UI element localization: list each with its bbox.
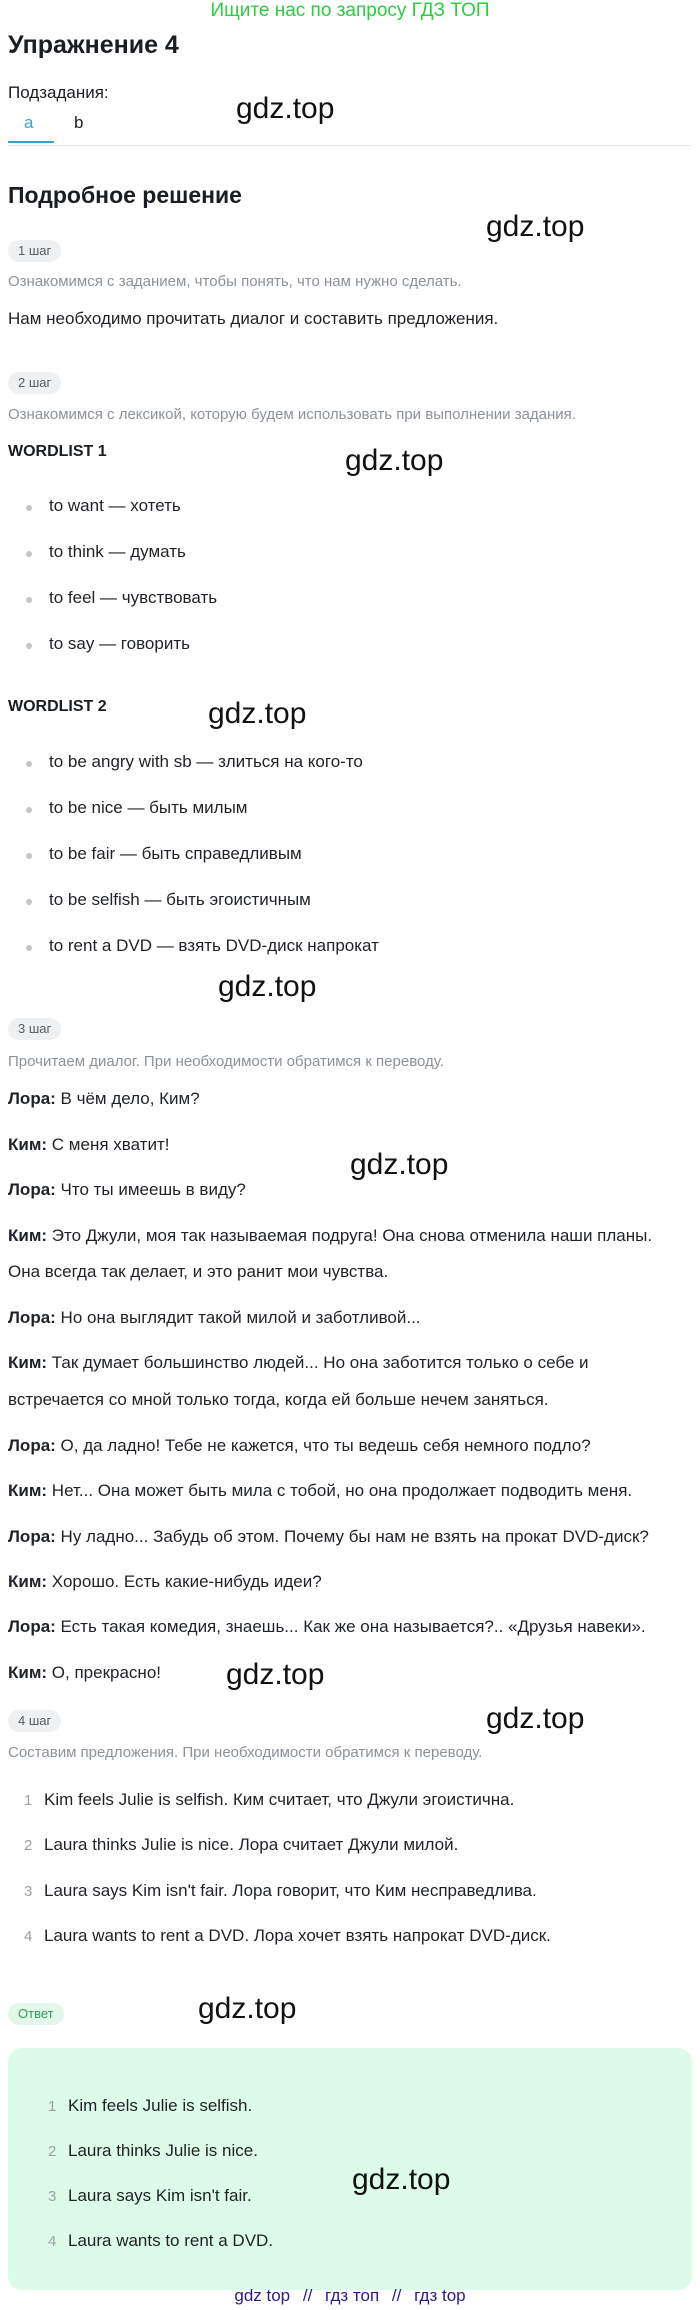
answer-item: Laura wants to rent a DVD. bbox=[68, 2231, 274, 2250]
footer-separator: // bbox=[302, 2286, 313, 2305]
answer-item: Kim feels Julie is selfish. bbox=[68, 2096, 253, 2115]
answer-box bbox=[8, 2048, 692, 2290]
list-number: 2 bbox=[24, 1837, 33, 1854]
dialogue-line: Лора: Но она выглядит такой милой и заботливой... bbox=[8, 1308, 421, 1327]
active-tab-indicator bbox=[8, 141, 54, 143]
list-item: to be nice — быть милым bbox=[49, 798, 248, 817]
step-hint: Ознакомимся с лексикой, которую будем использовать при выполнении задания. bbox=[8, 406, 576, 423]
step-text: Нам необходимо прочитать диалог и составить предложения. bbox=[8, 309, 499, 328]
wordlist-title: WORDLIST 1 bbox=[8, 443, 107, 460]
dialogue-line: Лора: Ну ладно... Забудь об этом. Почему бы нам не взять на прокат DVD-диск? bbox=[8, 1527, 649, 1546]
list-number: 4 bbox=[24, 1928, 33, 1945]
footer-separator: // bbox=[391, 2286, 402, 2305]
solution-title: Подробное решение bbox=[8, 182, 242, 208]
step-hint: Ознакомимся с заданием, чтобы понять, что нам нужно сделать. bbox=[8, 273, 462, 290]
list-item: to rent a DVD — взять DVD-диск напрокат bbox=[49, 936, 379, 955]
list-item: Laura thinks Julie is nice. Лора считает Джули милой. bbox=[44, 1835, 459, 1854]
step-badge: 2 шаг bbox=[8, 372, 61, 394]
watermark: gdz.top bbox=[226, 1658, 325, 1691]
list-item: to want — хотеть bbox=[49, 496, 181, 515]
dialogue-line: Ким: Хорошо. Есть какие-нибудь идеи? bbox=[8, 1572, 322, 1591]
dialogue-line: Лора: О, да ладно! Тебе не кажется, что ты ведешь себя немного подло? bbox=[8, 1436, 591, 1455]
bullet bbox=[26, 761, 32, 767]
watermark: gdz.top bbox=[218, 970, 317, 1003]
list-number: 2 bbox=[48, 2143, 57, 2160]
list-item: to be fair — быть справедливым bbox=[49, 844, 302, 863]
list-item: Laura wants to rent a DVD. Лора хочет взять напрокат DVD-диск. bbox=[44, 1926, 551, 1945]
watermark: gdz.top bbox=[208, 697, 307, 730]
list-item: to feel — чувствовать bbox=[49, 588, 218, 607]
list-item: to be angry with sb — злиться на кого-то bbox=[49, 752, 363, 771]
bullet bbox=[26, 643, 32, 649]
bullet bbox=[26, 597, 32, 603]
dialogue-line: Ким: С меня хватит! bbox=[8, 1135, 170, 1154]
tab-a[interactable]: a bbox=[24, 113, 34, 132]
bullet bbox=[26, 505, 32, 511]
bullet bbox=[26, 945, 32, 951]
list-item: to be selfish — быть эгоистичным bbox=[49, 890, 311, 909]
watermark: gdz.top bbox=[236, 92, 335, 125]
list-number: 1 bbox=[24, 1792, 33, 1809]
watermark: gdz.top bbox=[352, 2163, 451, 2196]
page-title: Упражнение 4 bbox=[8, 31, 179, 59]
answer-item: Laura says Kim isn't fair. bbox=[68, 2186, 252, 2205]
footer-links bbox=[0, 2286, 700, 2306]
footer-link[interactable]: гдз top bbox=[414, 2286, 466, 2305]
subtasks-label: Подзадания: bbox=[8, 83, 109, 102]
answer-item: Laura thinks Julie is nice. bbox=[68, 2141, 258, 2160]
footer-link[interactable]: gdz top bbox=[234, 2286, 291, 2305]
dialogue-line: Ким: Нет... Она может быть мила с тобой, но она продолжает подводить меня. bbox=[8, 1481, 633, 1500]
bullet bbox=[26, 853, 32, 859]
bullet bbox=[26, 807, 32, 813]
step-badge: 4 шаг bbox=[8, 1710, 61, 1732]
wordlist-title: WORDLIST 2 bbox=[8, 698, 107, 715]
dialogue-line: Лора: В чём дело, Ким? bbox=[8, 1089, 200, 1108]
watermark: gdz.top bbox=[350, 1148, 449, 1181]
promo-banner[interactable]: Ищите нас по запросу ГДЗ ТОП bbox=[210, 0, 490, 21]
watermark: gdz.top bbox=[486, 210, 585, 243]
step-badge: 3 шаг bbox=[8, 1018, 61, 1040]
dialogue-line: Ким: Так думает большинство людей... Но она заботится только о себе и bbox=[8, 1353, 589, 1372]
dialogue-line: Лора: Есть такая комедия, знаешь... Как же она называется?.. «Друзья навеки». bbox=[8, 1617, 646, 1636]
list-number: 1 bbox=[48, 2098, 57, 2115]
bullet bbox=[26, 899, 32, 905]
dialogue-line-continued: Она всегда так делает, и это ранит мои чувства. bbox=[8, 1262, 389, 1281]
list-item: to think — думать bbox=[49, 542, 186, 561]
list-item: Laura says Kim isn't fair. Лора говорит, что Ким несправедлива. bbox=[44, 1881, 537, 1900]
dialogue-line: Ким: Это Джули, моя так называемая подруга! Она снова отменила наши планы. bbox=[8, 1226, 653, 1245]
bullet bbox=[26, 551, 32, 557]
list-number: 4 bbox=[48, 2233, 57, 2250]
list-number: 3 bbox=[48, 2188, 57, 2205]
divider bbox=[8, 145, 692, 146]
answer-badge: Ответ bbox=[8, 2003, 64, 2025]
step-hint: Прочитаем диалог. При необходимости обратимся к переводу. bbox=[8, 1053, 444, 1070]
list-item: Kim feels Julie is selfish. Ким считает, что Джули эгоистична. bbox=[44, 1790, 515, 1809]
list-item: to say — говорить bbox=[49, 634, 190, 653]
list-number: 3 bbox=[24, 1883, 33, 1900]
watermark: gdz.top bbox=[486, 1702, 585, 1735]
dialogue-line-continued: встречается со мной только тогда, когда ей больше нечем заняться. bbox=[8, 1390, 549, 1409]
step-badge: 1 шаг bbox=[8, 240, 61, 262]
watermark: gdz.top bbox=[198, 1992, 297, 2025]
step-hint: Составим предложения. При необходимости обратимся к переводу. bbox=[8, 1744, 483, 1761]
dialogue-line: Лора: Что ты имеешь в виду? bbox=[8, 1180, 246, 1199]
dialogue-line: Ким: О, прекрасно! bbox=[8, 1663, 161, 1682]
tab-b[interactable]: b bbox=[74, 113, 84, 132]
watermark: gdz.top bbox=[345, 444, 444, 477]
footer-link[interactable]: гдз топ bbox=[325, 2286, 380, 2305]
